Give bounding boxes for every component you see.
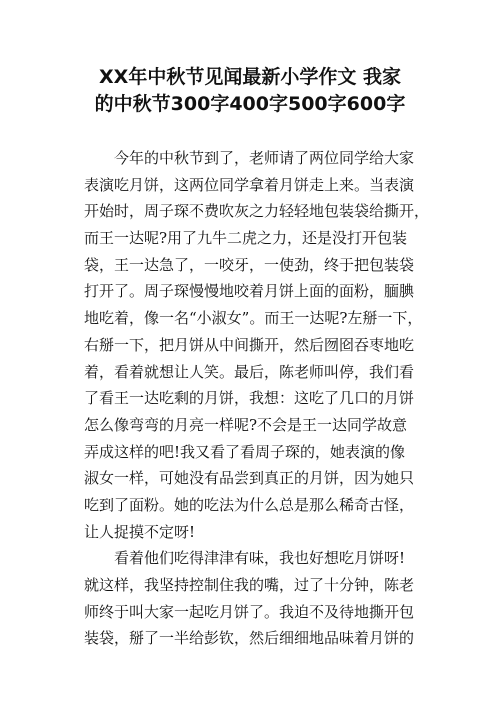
- paragraph-start-line: 今年的中秋节到了，老师请了两位同学给大家: [114, 149, 415, 167]
- text-line: 表演吃月饼，这两位同学拿着月饼走上来。当表演: [84, 175, 415, 194]
- text-line: 弄成这样的吧!我又看了看周子琛的，她表演的像: [84, 442, 406, 461]
- title-line: 的中秋节300字400字500字600字: [94, 93, 406, 115]
- text-line: 了看王一达吃剩的月饼，我想：这吃了几口的月饼: [84, 389, 415, 408]
- text-line: 吃到了面粉。她的吃法为什么总是那么稀奇古怪，: [84, 495, 415, 514]
- document-title: [60, 64, 440, 118]
- text-line: 着，看着就想让人笑。最后，陈老师叫停，我们看: [84, 362, 415, 381]
- text-line: 师终于叫大家一起吃月饼了。我迫不及待地撕开包: [84, 602, 415, 621]
- text-line: 装袋，掰了一半给彭钦，然后细细地品味着月饼的: [84, 629, 415, 648]
- text-line: 让人捉摸不定呀!: [84, 522, 196, 541]
- text-line: 开始时，周子琛不费吹灰之力轻轻地包装袋给撕开，: [84, 202, 430, 221]
- article-body: [84, 145, 444, 652]
- paragraph-start-line: 看着他们吃得津津有味，我也好想吃月饼呀!: [114, 549, 406, 568]
- text-line: 淑女一样，可她没有品尝到真正的月饼，因为她只: [84, 469, 415, 488]
- text-line: 地吃着，像一名“小淑女”。而王一达呢?左掰一下，: [84, 309, 423, 328]
- text-line: 就这样，我坚持控制住我的嘴，过了十分钟，陈老: [84, 576, 415, 594]
- title-line: XX年中秋节见闻最新小学作文 我家: [99, 66, 401, 88]
- text-line: 怎么像弯弯的月亮一样呢?不会是王一达同学故意: [84, 415, 408, 434]
- text-line: 而王一达呢?用了九牛二虎之力，还是没打开包装: [84, 229, 408, 248]
- text-line: 打开了。周子琛慢慢地咬着月饼上面的面粉，腼腆: [84, 282, 415, 301]
- text-line: 袋，王一达急了，一咬牙，一使劲，终于把包装袋: [84, 255, 415, 274]
- text-line: 右掰一下，把月饼从中间撕开，然后囫囵吞枣地吃: [84, 335, 415, 354]
